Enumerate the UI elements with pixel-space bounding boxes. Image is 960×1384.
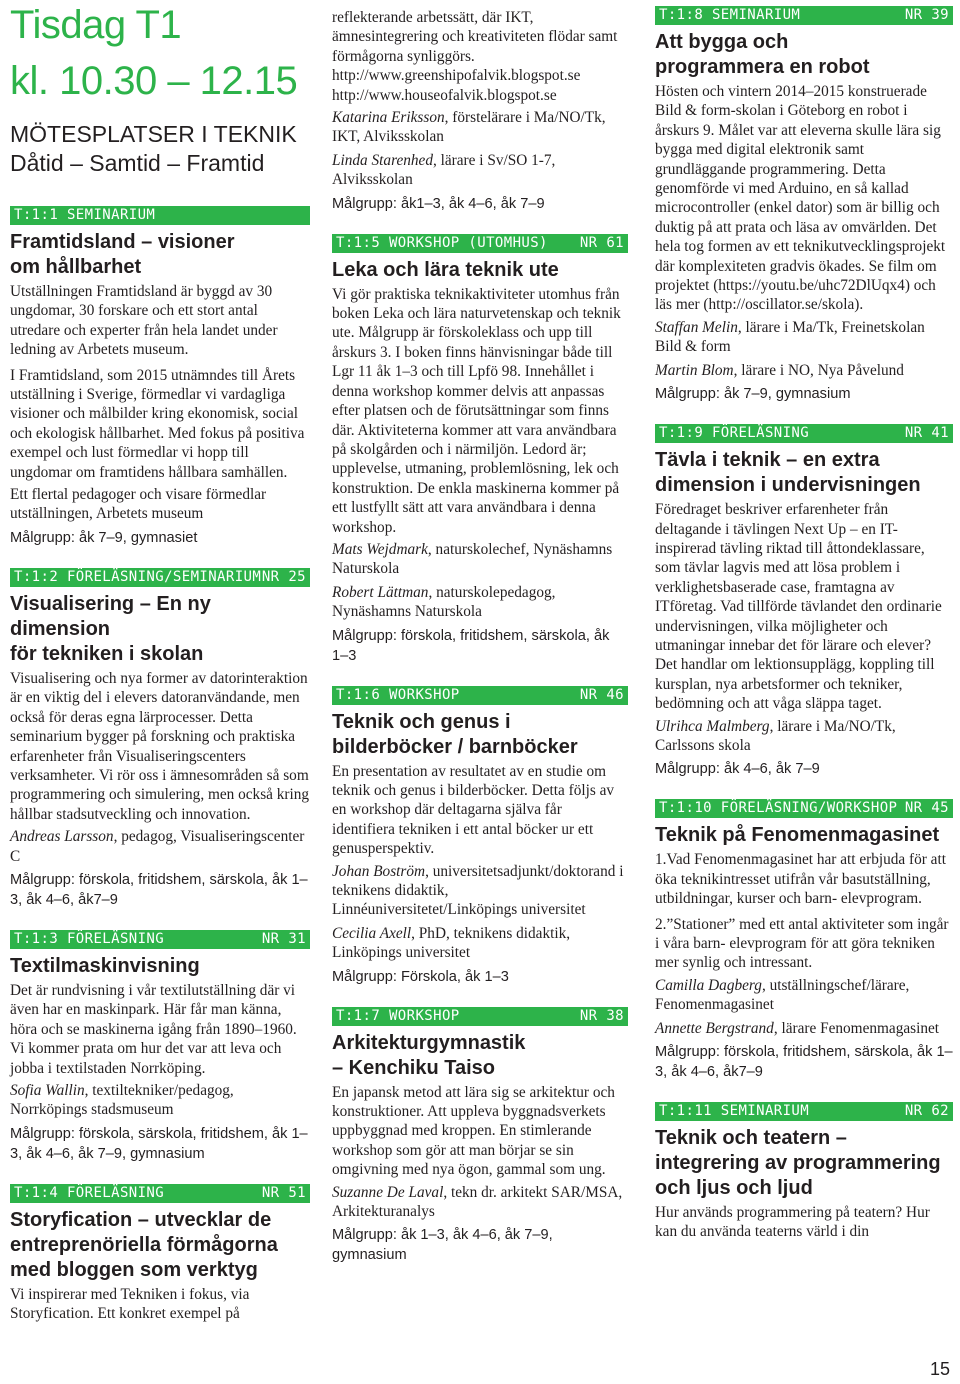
- session-code: T:1:1 SEMINARIUM: [14, 207, 156, 223]
- session-block: [655, 6, 953, 404]
- session-block: [10, 568, 310, 910]
- time-range: kl. 10.30 – 12.15: [10, 59, 298, 103]
- presenter-name: Andreas Larsson: [10, 828, 114, 846]
- presenter: [332, 862, 628, 920]
- target-group: Målgrupp: förskola, särskola, fritidshem, åk 1–3, åk 4–6, åk 7–9, gymnasium: [10, 1125, 308, 1162]
- session-title: [332, 258, 628, 283]
- description-paragraph: reflekterande arbetssätt, där IKT, ämnesintegrering och kreativiteten flödar samt förmågorna synliggörs.: [332, 9, 618, 65]
- session-description: [332, 285, 628, 537]
- presenter-name: Annette Bergstrand: [655, 1019, 774, 1037]
- presenter: [655, 717, 953, 756]
- description-paragraph: En japansk metod att lära sig se arkitektur och konstruktioner. Att uppleva byggnadsverkets uppbyggnad med kroppen. En stimlerande workshop som gör att man börjar se sin omgivning med nya ögon, gammal som ung.: [332, 1083, 615, 1179]
- session-code: T:1:6 WORKSHOP: [336, 686, 460, 703]
- presenters: [655, 318, 953, 380]
- target-group: Målgrupp: åk 7–9, gymnasiet: [10, 529, 198, 546]
- session-title-line: entreprenöriella förmågorna: [10, 1233, 278, 1256]
- presenter-role: , tekn dr. arkitekt SAR/MSA, Arkitekturanalys: [332, 1183, 623, 1221]
- session-title-line: – Kenchiku Taiso: [332, 1056, 496, 1079]
- session-title-line: Arkitekturgymnastik: [332, 1031, 526, 1054]
- session-description: [10, 282, 310, 482]
- presenter: [10, 827, 310, 866]
- session-title-line: Visualisering – En ny dimension: [10, 592, 211, 640]
- session-title-line: Teknik på Fenomenmagasinet: [655, 824, 940, 847]
- session-block: [10, 206, 310, 548]
- column-1: [10, 0, 310, 1324]
- presenter: [655, 976, 953, 1015]
- session-number: NR 61: [579, 234, 624, 251]
- day-title: Tisdag T1: [10, 3, 182, 47]
- presenter-role: , naturskolepedagog, Nynäshamns Naturskola: [332, 583, 556, 621]
- session-code: T:1:11 SEMINARIUM: [659, 1103, 810, 1120]
- session-number: NR 62: [904, 1103, 949, 1120]
- session-number: NR 38: [579, 1007, 624, 1024]
- session-code-bar: [10, 930, 310, 949]
- session-title: [10, 1208, 310, 1283]
- session-code-bar: [655, 424, 953, 443]
- presenter-role: , lärare i Ma/Tk, Freinetskolan Bild & form: [655, 318, 925, 356]
- theme-heading: MÖTESPLATSER I TEKNIK: [10, 121, 297, 147]
- session-title-line: för tekniken i skolan: [10, 642, 204, 665]
- session-block: [655, 1102, 953, 1242]
- session-title: [332, 1031, 628, 1081]
- target-group: Målgrupp: åk 1–3, åk 4–6, åk 7–9, gymnasium: [332, 1227, 553, 1264]
- presenter-name: Martin Blom: [655, 361, 734, 379]
- presenters: [10, 485, 310, 524]
- session-number: NR 45: [904, 800, 949, 817]
- presenters: [10, 1081, 310, 1120]
- target-group: Målgrupp: åk 4–6, åk 7–9: [655, 761, 820, 778]
- presenter-name: Mats Wejdmark: [332, 540, 428, 558]
- presenter-name: Camilla Dagberg: [655, 976, 762, 994]
- session-code-bar: [332, 1007, 628, 1026]
- session-code: T:1:5 WORKSHOP (UTOMHUS): [336, 234, 548, 251]
- session-description: [332, 762, 628, 859]
- presenter-name: Robert Lättman: [332, 583, 429, 601]
- session-description: [655, 82, 953, 315]
- presenter: [10, 1081, 310, 1120]
- session-number: NR 51: [261, 1184, 306, 1201]
- session-number: NR 46: [579, 686, 624, 703]
- session-code: T:1:3 FÖRELÄSNING: [14, 930, 165, 947]
- description-paragraph: Utställningen Framtidsland är byggd av 30 ungdomar, 30 forskare och ett stort antal utredare och experter från hela landet under ledning av Arbetets museum.: [10, 283, 278, 359]
- session-title: [10, 230, 310, 280]
- session-number: NR 41: [904, 425, 949, 442]
- session-title-line: Framtidsland – visioner: [10, 231, 235, 253]
- session-number: NR 39: [904, 7, 949, 23]
- description-paragraph: Föredraget beskriver erfarenheter från deltagande i tävlingen Next Up – en IT-inspirerad tävling riktad till åttondeklassare, som tävlar lagvis med att lösa problem i verklighetsbaserade case, framtagna av ITföretag. Vad tillförde tävlandet den ordinarie undervisningen, vilka möjligheter och utmaningar innebar det för lärare och elever? Det handlar om lektionsupplägg, koppling till kursplan, nya arbetsformer och tekniker, bedömning och att våga släppa taget.: [655, 501, 942, 713]
- session-code-bar: [655, 1102, 953, 1121]
- presenter-role: , textiltekniker/pedagog, Norrköpings stadsmuseum: [10, 1081, 234, 1119]
- presenter-role: , universitetsadjunkt/doktorand i teknikens didaktik, Linnéuniversitetet/Linköpings universitet: [332, 862, 624, 919]
- description-paragraph: Vi inspirerar med Tekniken i fokus, via Storyfication. Ett konkret exempel på: [10, 1285, 250, 1323]
- presenter-name: Katarina Eriksson: [332, 109, 445, 127]
- session-description: [332, 1083, 628, 1180]
- description-paragraph: 2.”Stationer” med ett antal aktiviteter som ingår i våra barn- elevprogram för att göra tekniken mer synlig och intressant.: [655, 915, 949, 972]
- presenters: [655, 976, 953, 1038]
- page-number: 15: [929, 1359, 950, 1379]
- column-2: [332, 6, 628, 1265]
- presenter: [655, 318, 953, 357]
- description-paragraph: En presentation av resultatet av en studie om teknik och genus i bilderböcker. Detta följs av en workshop där deltagarna själva får identifiera tekniken i ett antal böcker ur ett genusperspektiv.: [332, 762, 615, 858]
- description-paragraph: Visualisering och nya former av datorinteraktion är en viktig del i elevers datoranvändande, men också för deras egna lärprocesser. Detta seminarium bygger på forskning och praktiska erfarenheter från Visualiseringscenters verksamheter. Vi rör oss i ämnesområden så som programmering och simulering, men också kring hållbar stadsutveckling och innovation.: [10, 669, 310, 823]
- session-title-line: Leka och lära teknik ute: [332, 258, 559, 281]
- session-title-line: programmera en robot: [655, 56, 870, 78]
- session-description: [332, 8, 628, 105]
- description-paragraph: Vi gör praktiska teknikaktiviteter utomhus från boken Leka och lära naturvetenskap och teknik ute. Målgrupp är förskoleklass och upp till årskurs 3. I boken finns hänvisningar både till Lgr 11 åk 1–3 och till Lpfö 98. Innehållet i denna workshop kommer delvis att anpassas efter platsen och de förutsättningar som finns där. Aktiviteterna kommer att vara användbara på skolgården och i närmiljön. Ledord är; upplevelse, utmaning, problemlösning, lek och konstruktion. De enkla maskinerna kommer på ett lustfyllt sätt att vara användbara i denna workshop.: [332, 285, 621, 536]
- column-3: [655, 6, 953, 1242]
- session-description: [655, 500, 953, 713]
- session-description: [10, 981, 310, 1078]
- presenter-role: , pedagog, Visualiseringscenter C: [10, 828, 305, 865]
- presenters: [332, 540, 628, 622]
- session-title: [332, 710, 628, 760]
- presenter: [332, 583, 628, 622]
- presenter-role: Ett flertal pedagoger och visare förmedlar utställningen, Arbetets museum: [10, 486, 267, 523]
- target-group: Målgrupp: åk 7–9, gymnasium: [655, 386, 851, 403]
- target-group: Målgrupp: förskola, fritidshem, särskola, åk 1–3, åk 4–6, åk7–9: [655, 1044, 953, 1081]
- session-code-bar: [332, 686, 628, 705]
- session-title-line: Tävla i teknik – en extra: [655, 449, 880, 472]
- presenter-role: , lärare i Sv/SO 1-7, Alviksskolan: [332, 151, 556, 189]
- session-block: [332, 686, 628, 987]
- session-code: T:1:9 FÖRELÄSNING: [659, 425, 810, 442]
- session-block: [332, 8, 628, 214]
- session-code: T:1:7 WORKSHOP: [336, 1007, 460, 1024]
- session-code: T:1:4 FÖRELÄSNING: [14, 1184, 165, 1201]
- description-paragraph: I Framtidsland, som 2015 utnämndes till Årets utställning i Sverige, förmedlar vi vardagliga visioner och målbilder kring ekonomisk, social och ekologisk hållbarhet. Med fokus på positiva exempel och lust förmedlar vi hopp till ungdomar om framtidens hållbara samhällen.: [10, 366, 305, 481]
- presenter: [332, 108, 628, 147]
- presenters: [655, 717, 953, 756]
- session-title: [10, 954, 310, 979]
- session-description: [10, 669, 310, 824]
- session-code-bar: [10, 1184, 310, 1203]
- session-title-line: och ljus och ljud: [655, 1177, 813, 1200]
- session-code-bar: [655, 799, 953, 818]
- presenter: [332, 540, 628, 579]
- session-number: NR 25: [261, 568, 306, 585]
- session-code: T:1:8 SEMINARIUM: [659, 7, 801, 23]
- session-description: [655, 1203, 953, 1242]
- session-block: [655, 424, 953, 779]
- presenter: [655, 361, 953, 380]
- presenter-role: , PhD, teknikens didaktik, Linköpings universitet: [332, 924, 571, 962]
- presenter-name: Ulrihca Malmberg: [655, 717, 770, 735]
- session-block: [332, 234, 628, 666]
- session-code-bar: [10, 206, 310, 225]
- session-title: [10, 592, 310, 667]
- presenter-name: Cecilia Axell: [332, 924, 412, 942]
- presenters: [332, 862, 628, 963]
- session-title-line: bilderböcker / barnböcker: [332, 735, 578, 758]
- presenter-role: , lärare i Ma/NO/Tk, Carlssons skola: [655, 717, 896, 754]
- presenter-role: , naturskolechef, Nynäshamns Naturskola: [332, 540, 613, 578]
- presenter-name: Sofia Wallin: [10, 1081, 85, 1099]
- presenter-role: , förstelärare i Ma/NO/Tk, IKT, Alviksskolan: [332, 109, 606, 146]
- presenter: [332, 151, 628, 190]
- session-code-bar: [10, 568, 310, 587]
- blog-link: http://www.houseofalvik.blogspot.se: [332, 86, 557, 104]
- session-title-line: dimension i undervisningen: [655, 474, 921, 497]
- session-block: [10, 1184, 310, 1324]
- session-title-line: Storyfication – utvecklar de: [10, 1208, 272, 1231]
- description-paragraph: Hur används programmering på teatern? Hur kan du använda teaterns värld i din: [655, 1204, 930, 1241]
- presenter-role: , lärare Fenomenmagasinet: [773, 1019, 940, 1037]
- session-title-line: Teknik och genus i: [332, 710, 511, 733]
- session-description: [10, 1285, 310, 1324]
- session-title: [655, 30, 953, 80]
- presenter-role: , lärare i NO, Nya Påvelund: [733, 361, 904, 379]
- presenter-name: Johan Boström: [332, 862, 426, 880]
- presenter-name: Linda Starenhed: [332, 151, 433, 169]
- presenter: [332, 924, 628, 963]
- description-paragraph: Hösten och vintern 2014–2015 konstruerade Bild & form-skolan i Göteborg en robot i årskurs 9. Målet var att eleverna skulle lära sig bygga med digital elektronik samt grundläggande programmering. Detta genomförde vi med Arduino, en så kallad microcontroller (enkel dator) som är billig och duktig på att prata och läsa av omvärlden. Det hela tog formen av ett teknikutvecklingsprojekt där komplexiteten gradvis ökades. Se film om projektet (https://youtu.be/uhc72DlUqx4) och läs mer (http://oscillator.se/skola).: [655, 83, 946, 314]
- target-group: Målgrupp: åk1–3, åk 4–6, åk 7–9: [332, 195, 545, 212]
- blog-link: http://www.greenshipofalvik.blogspot.se: [332, 67, 581, 85]
- session-title-line: Teknik och teatern –: [655, 1127, 847, 1150]
- presenter-name: Suzanne De Laval: [332, 1183, 444, 1201]
- session-description: [655, 850, 953, 972]
- session-code-bar: [655, 6, 953, 25]
- session-block: [332, 1007, 628, 1266]
- session-title-line: integrering av programmering: [655, 1152, 941, 1175]
- session-title: [655, 823, 953, 848]
- presenters: [332, 108, 628, 190]
- presenter-name: Staffan Melin: [655, 318, 738, 336]
- session-title: [655, 1126, 953, 1201]
- theme-subheading: Dåtid – Samtid – Framtid: [10, 150, 265, 176]
- description-paragraph: Det är rundvisning i vår textilutställning där vi även har en maskinpark. Här får man känna, höra och se maskinerna igång från 1890–1960. Vi kommer prata om hur det var att leva och jobba i textilstaden Norrköping.: [10, 981, 297, 1077]
- session-code: T:1:2 FÖRELÄSNING/SEMINARIUM: [14, 568, 262, 585]
- presenters: [332, 1183, 628, 1222]
- presenter: [332, 1183, 628, 1222]
- session-title-line: om hållbarhet: [10, 256, 142, 278]
- session-title: [655, 448, 953, 498]
- session-block: [655, 799, 953, 1082]
- session-code: T:1:10 FÖRELÄSNING/WORKSHOP: [659, 800, 898, 817]
- session-block: [10, 930, 310, 1164]
- presenter-role: , utställningschef/lärare, Fenomenmagasinet: [655, 976, 910, 1014]
- session-title-line: Textilmaskinvisning: [10, 954, 200, 977]
- presenter: [10, 485, 310, 524]
- description-paragraph: 1.Vad Fenomenmagasinet har att erbjuda för att öka teknikintresset utifrån vår basutställning, utbildningar, kurser och barn- elevprogram.: [655, 851, 946, 908]
- session-number: NR 31: [261, 930, 306, 947]
- presenter: [655, 1019, 953, 1038]
- session-title-line: med bloggen som verktyg: [10, 1258, 258, 1281]
- target-group: Målgrupp: förskola, fritidshem, särskola, åk 1–3, åk 4–6, åk7–9: [10, 871, 308, 908]
- presenters: [10, 827, 310, 866]
- target-group: Målgrupp: förskola, fritidshem, särskola, åk 1–3: [332, 627, 610, 664]
- target-group: Målgrupp: Förskola, åk 1–3: [332, 968, 509, 985]
- session-code-bar: [332, 234, 628, 253]
- session-title-line: Att bygga och: [655, 31, 789, 53]
